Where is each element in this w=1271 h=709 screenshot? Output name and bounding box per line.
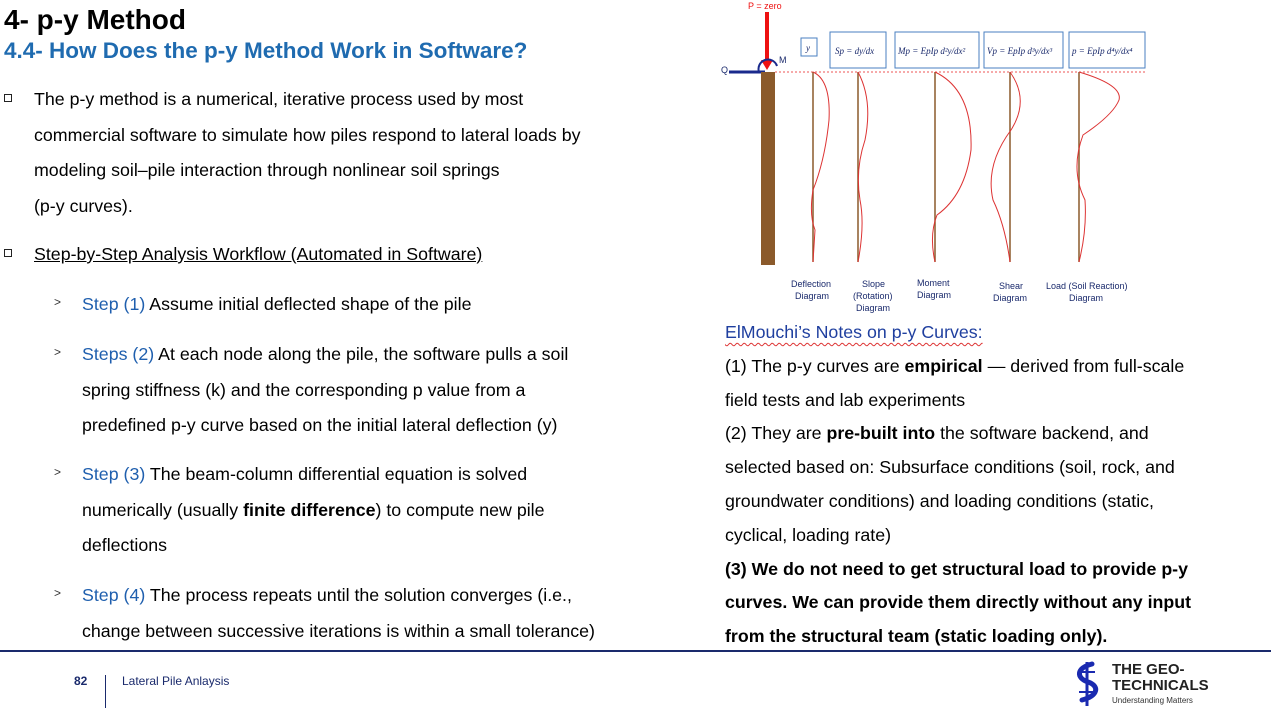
load-curve [1077, 72, 1119, 262]
note-text: (1) The p-y curves are [725, 355, 905, 376]
note-text: cyclical, loading rate) [725, 524, 892, 545]
intro-line: modeling soil–pile interaction through nonlinear soil springs [34, 160, 500, 180]
caption-deflection: Deflection [791, 279, 832, 289]
notes-section [725, 316, 1265, 654]
slope-formula: Sp = dy/dx [835, 46, 875, 56]
deflection-curve [811, 72, 829, 262]
footer-section-title: Lateral Pile Anlaysis [122, 674, 230, 688]
arrow-bullet-icon: > [54, 345, 62, 359]
note-text: field tests and lab experiments [725, 389, 966, 410]
note-bold: empirical [904, 355, 983, 376]
notes-title: ElMouchi’s Notes on p-y Curves: [725, 322, 983, 342]
note-text: — derived from full-scale [982, 355, 1185, 376]
intro-line: commercial software to simulate how piles respond to lateral loads by [34, 124, 581, 145]
step-label: Steps (2) [82, 344, 155, 364]
logo-line-2: TECHNICALS [1112, 677, 1209, 694]
slide-title: 4- p-y Method [4, 4, 186, 35]
step-label: Step (1) [82, 294, 146, 314]
company-logo [1070, 660, 1270, 708]
footer-separator [105, 675, 106, 708]
step-text: The beam-column differential equation is solved [149, 464, 528, 484]
step-text: The process repeats until the solution converges (i.e., [149, 585, 572, 605]
arrow-bullet-icon: > [54, 295, 62, 309]
pile-shaft [761, 72, 775, 265]
caption-slope: Slope [862, 279, 886, 289]
logo-tagline: Understanding Matters [1112, 696, 1193, 705]
workflow-heading: Step-by-Step Analysis Workflow (Automated in Software) [34, 244, 483, 264]
caption-deflection: Diagram [795, 291, 830, 301]
note-text: selected based on: Subsurface conditions (soil, rock, and [725, 457, 1175, 478]
shear-curve [991, 72, 1020, 262]
intro-line: The p-y method is a numerical, iterative process used by most [34, 89, 524, 109]
step-text: Assume initial deflected shape of the pile [149, 294, 472, 314]
intro-line: (p-y curves). [34, 195, 133, 216]
logo-line-1: THE GEO- [1112, 661, 1185, 678]
load-formula: p = EpIp d⁴y/dx⁴ [1072, 46, 1133, 56]
py-method-diagram [715, 0, 1165, 316]
m-label: M [779, 55, 787, 65]
note-text: groundwater conditions) and loading conditions (static, [725, 490, 1154, 511]
note-bold: pre-built into [826, 423, 936, 444]
note-text: (2) They are [725, 423, 827, 444]
step-bold: finite difference [243, 499, 376, 520]
caption-shear: Shear [999, 281, 1024, 291]
caption-load: Load (Soil Reaction) [1046, 281, 1128, 291]
y-label: y [806, 43, 810, 53]
caption-shear: Diagram [993, 293, 1028, 303]
step-text: numerically (usually [82, 499, 244, 520]
square-bullet-icon [4, 94, 12, 102]
slope-curve [858, 72, 868, 262]
page-number: 82 [74, 674, 88, 688]
arrow-bullet-icon: > [54, 465, 62, 479]
caption-slope: (Rotation) [853, 291, 893, 301]
step-text: spring stiffness (k) and the corresponding p value from a [82, 379, 526, 400]
footer-divider [0, 650, 1271, 652]
step-text: At each node along the pile, the software pulls a soil [158, 344, 569, 364]
moment-curve [932, 72, 971, 262]
caption-moment: Moment [917, 278, 950, 288]
p-zero-label: P = zero [748, 1, 782, 11]
logo-mark-icon [1070, 660, 1104, 708]
step-text: deflections [82, 535, 168, 555]
moment-formula: Mp = EpIp d²y/dx² [898, 46, 966, 56]
note-bold-line: from the structural team (static loading only). [725, 626, 1108, 647]
note-bold-line: curves. We can provide them directly without any input [725, 592, 1192, 613]
diagram-axes [813, 72, 1079, 262]
slide-subtitle: 4.4- How Does the p-y Method Work in Software? [4, 38, 528, 63]
q-label: Q [721, 65, 729, 75]
note-bold-line: (3) We do not need to get structural load to provide p-y [725, 558, 1188, 579]
step-label: Step (3) [82, 464, 146, 484]
step-text: ) to compute new pile [375, 499, 545, 520]
step-text: predefined p-y curve based on the initial lateral deflection (y) [82, 415, 558, 435]
arrow-bullet-icon: > [54, 586, 62, 600]
caption-slope: Diagram [856, 303, 891, 313]
note-text: the software backend, and [935, 423, 1149, 444]
step-label: Step (4) [82, 585, 146, 605]
caption-moment: Diagram [917, 290, 952, 300]
square-bullet-icon [4, 249, 12, 257]
shear-formula: Vp = EpIp d³y/dx³ [987, 46, 1053, 56]
step-text: change between successive iterations is within a small tolerance) [82, 620, 595, 641]
caption-load: Diagram [1069, 293, 1104, 303]
